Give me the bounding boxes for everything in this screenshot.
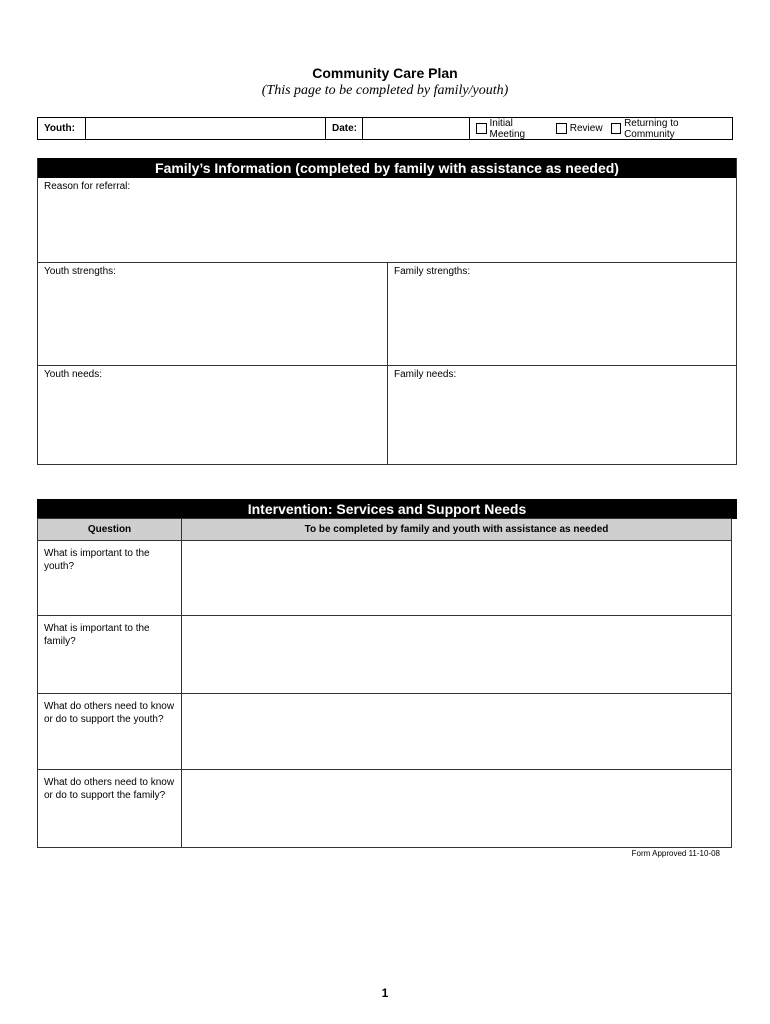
option-initial-meeting-label: Initial Meeting bbox=[489, 117, 526, 140]
option-review[interactable] bbox=[554, 123, 609, 134]
answer-field[interactable] bbox=[182, 541, 732, 616]
youth-needs-field[interactable] bbox=[38, 366, 388, 464]
table-header-row bbox=[38, 519, 732, 541]
needs-row bbox=[38, 366, 736, 464]
question-cell: What is important to the family? bbox=[38, 616, 182, 694]
family-needs-label: Family needs: bbox=[394, 369, 457, 380]
table-row bbox=[38, 770, 732, 848]
checkbox-icon[interactable] bbox=[611, 123, 622, 134]
youth-label-cell bbox=[38, 118, 86, 139]
answer-field[interactable] bbox=[182, 770, 732, 848]
family-section bbox=[37, 158, 737, 465]
table-row bbox=[38, 616, 732, 694]
table-row bbox=[38, 694, 732, 770]
reason-for-referral-field[interactable] bbox=[38, 178, 736, 263]
reason-label: Reason for referral: bbox=[44, 181, 131, 192]
youth-label: Youth: bbox=[44, 123, 75, 134]
date-label: Date: bbox=[332, 123, 358, 134]
youth-strengths-field[interactable] bbox=[38, 263, 388, 365]
column-header-answer: To be completed by family and youth with assistance as needed bbox=[182, 519, 732, 541]
table-row bbox=[38, 541, 732, 616]
question-cell: What do others need to know or do to support the family? bbox=[38, 770, 182, 848]
date-field[interactable] bbox=[363, 118, 470, 139]
family-strengths-label: Family strengths: bbox=[394, 266, 471, 277]
intervention-section-heading: Intervention: Services and Support Needs bbox=[37, 499, 737, 519]
question-cell: What do others need to know or do to support the youth? bbox=[38, 694, 182, 770]
family-strengths-field[interactable] bbox=[388, 263, 736, 365]
family-section-heading: Family’s Information (completed by family with assistance as needed) bbox=[37, 158, 737, 178]
family-needs-field[interactable] bbox=[388, 366, 736, 464]
document-subtitle: (This page to be completed by family/youth) bbox=[261, 83, 509, 98]
youth-field[interactable] bbox=[86, 118, 326, 139]
date-label-cell bbox=[326, 118, 363, 139]
checkbox-icon[interactable] bbox=[476, 123, 487, 134]
intervention-table bbox=[37, 518, 732, 848]
option-initial-meeting[interactable] bbox=[474, 118, 554, 140]
header-row bbox=[37, 117, 733, 140]
option-review-label: Review bbox=[569, 123, 603, 134]
answer-field[interactable] bbox=[182, 616, 732, 694]
page-number: 1 bbox=[381, 986, 389, 1000]
strengths-row bbox=[38, 263, 736, 366]
option-returning-to-community[interactable] bbox=[609, 118, 732, 140]
answer-field[interactable] bbox=[182, 694, 732, 770]
column-header-question: Question bbox=[38, 519, 182, 541]
form-approved-note: Form Approved 11-10-08 bbox=[631, 849, 720, 858]
meeting-type-options bbox=[470, 118, 732, 139]
youth-strengths-label: Youth strengths: bbox=[44, 266, 116, 277]
option-returning-label: Returning to Community bbox=[624, 117, 679, 140]
checkbox-icon[interactable] bbox=[556, 123, 567, 134]
intervention-section bbox=[37, 499, 737, 850]
youth-needs-label: Youth needs: bbox=[44, 369, 103, 380]
question-cell: What is important to the youth? bbox=[38, 541, 182, 616]
document-title: Community Care Plan bbox=[312, 65, 458, 81]
